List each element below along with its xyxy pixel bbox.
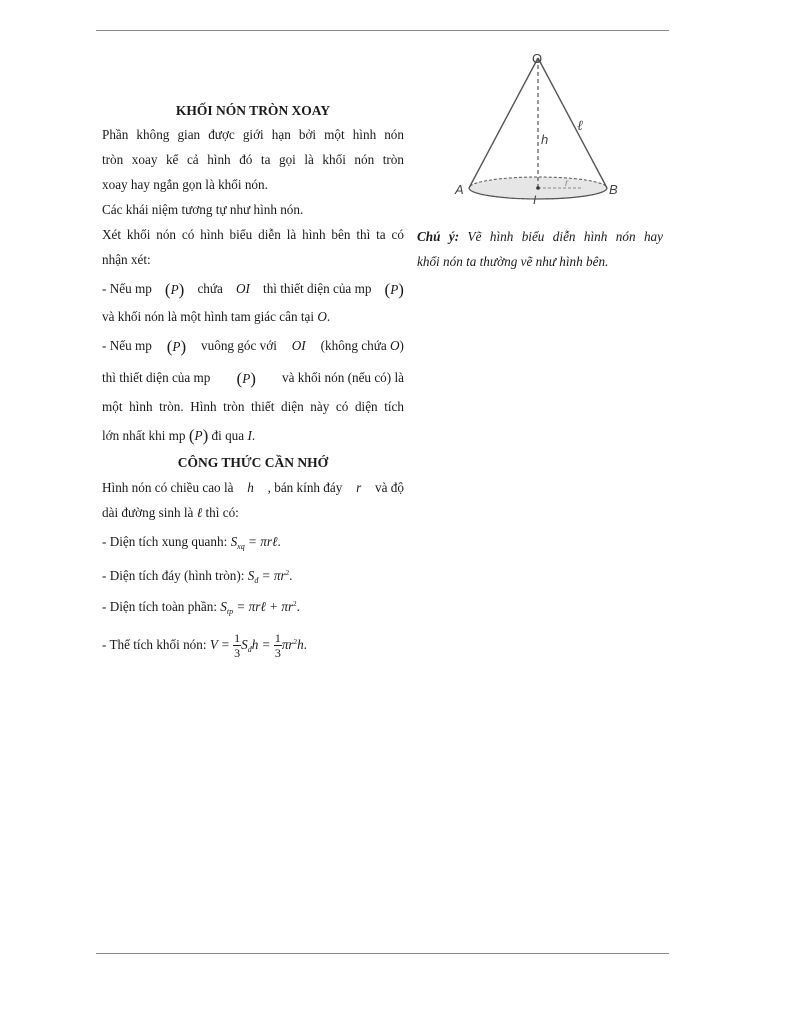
period: .: [251, 428, 256, 443]
segment-oi: OI: [291, 338, 306, 353]
plane-p: (P): [188, 426, 209, 445]
bullet-text: thì thiết diện của mp: [263, 281, 372, 296]
bullet-text: lớn nhất khi mp: [102, 428, 186, 443]
point-i: I: [247, 428, 252, 443]
label-o: O: [532, 51, 543, 66]
intro-text: Hình nón có chiều cao là: [102, 480, 234, 495]
formula-intro: [102, 475, 404, 526]
plane-p: (P): [384, 280, 404, 299]
text-line: một hình tròn. Hình tròn thiết diện này có diện tích: [102, 399, 404, 414]
bullet-text: và khối nón (nếu có) là: [282, 370, 404, 385]
bullet-text: thì thiết diện của mp: [102, 370, 211, 385]
intro-text: dài đường sinh là: [102, 505, 194, 520]
observation-intro: [102, 222, 404, 273]
bullet-text: - Nếu mp: [102, 281, 152, 296]
bullet-plane-contains-oi: [102, 273, 404, 330]
bullet-plane-perpendicular-oi: [102, 330, 404, 450]
text-line: [102, 420, 404, 450]
bottom-rule: [96, 953, 669, 954]
formula-volume: - Thể tích khối nón: V = $\frac{1}{3}$ $S_đh$ = $\frac{1}{3}$ $\pi r^2h$.: [102, 631, 307, 661]
bullet-text: đi qua: [211, 428, 245, 443]
heading-khoi-non: KHỐI NÓN TRÒN XOAY: [175, 103, 331, 118]
text-line: Xét khối nón có hình biểu diễn là hình bên thì ta có: [102, 227, 404, 242]
label-i: I: [533, 193, 537, 207]
cone-right-generator: [538, 58, 607, 188]
main-text-column: [102, 100, 404, 664]
plane-p: (P): [164, 280, 185, 299]
segment-oi: OI: [236, 281, 250, 296]
text-line: nhận xét:: [102, 252, 151, 267]
similar-concepts-line: Các khái niệm tương tự như hình nón.: [102, 202, 304, 217]
bullet-text: và khối nón là một hình tam giác cân tại: [102, 309, 315, 324]
bullet-text: - Nếu mp: [102, 338, 152, 353]
text-line: [102, 304, 404, 330]
fraction-one-third: $\frac{1}{3}$: [274, 631, 281, 661]
intro-text: thì có:: [205, 505, 239, 520]
var-h: h: [247, 480, 254, 495]
intro-text: , bán kính đáy: [267, 480, 343, 495]
text-line: khối nón ta thường vẽ như hình bên.: [417, 254, 609, 269]
text-line: [102, 475, 404, 500]
text-line: tròn xoay kể cả hình đó ta gọi là khối nón tròn: [102, 152, 404, 167]
text-line: Phần không gian được giới hạn bởi một hình nón: [102, 127, 404, 142]
definition-paragraph: [102, 122, 404, 197]
cone-left-generator: [469, 58, 538, 188]
heading-cong-thuc: CÔNG THỨC CẦN NHỚ: [177, 455, 329, 470]
period: .: [326, 309, 331, 324]
text-line: [102, 500, 404, 526]
label-l: ℓ: [577, 119, 583, 134]
label-a: A: [455, 182, 464, 197]
bullet-text: vuông góc với: [201, 338, 277, 353]
point-i-dot: [536, 186, 540, 190]
top-rule: [96, 30, 669, 31]
bullet-text: chứa: [197, 281, 223, 296]
point-o: O: [317, 309, 327, 324]
plane-p: (P): [236, 369, 256, 388]
intro-text: và độ: [375, 480, 404, 495]
text-line: xoay hay ngắn gọn là khối nón.: [102, 177, 268, 192]
plane-p: (P): [166, 337, 187, 356]
formula-lateral-area: - Diện tích xung quanh: $S_{xq}$ = πrℓ.: [102, 534, 281, 551]
cone-figure: [447, 48, 627, 208]
text-line: [102, 330, 404, 361]
formula-base-area: - Diện tích đáy (hình tròn): $S_đ = \pi r^2$.: [102, 568, 293, 585]
fraction-one-third: $\frac{1}{3}$: [234, 631, 241, 661]
text-line: Chú ý: Vẽ hình biểu diễn hình nón hay: [417, 229, 663, 244]
var-r: r: [356, 480, 362, 495]
label-b: B: [609, 182, 618, 197]
formula-total-area: - Diện tích toàn phần: $S_{tp}$ = πrℓ + $\pi r^2$.: [102, 599, 300, 616]
text-line: [102, 273, 404, 304]
note-label: Chú ý:: [417, 229, 460, 244]
bullet-text: (không chứa O): [320, 338, 404, 353]
text-line: [102, 361, 404, 394]
var-l: ℓ: [196, 505, 203, 520]
label-r: r: [565, 178, 569, 189]
label-h: h: [541, 132, 549, 147]
note-block: [417, 224, 663, 274]
